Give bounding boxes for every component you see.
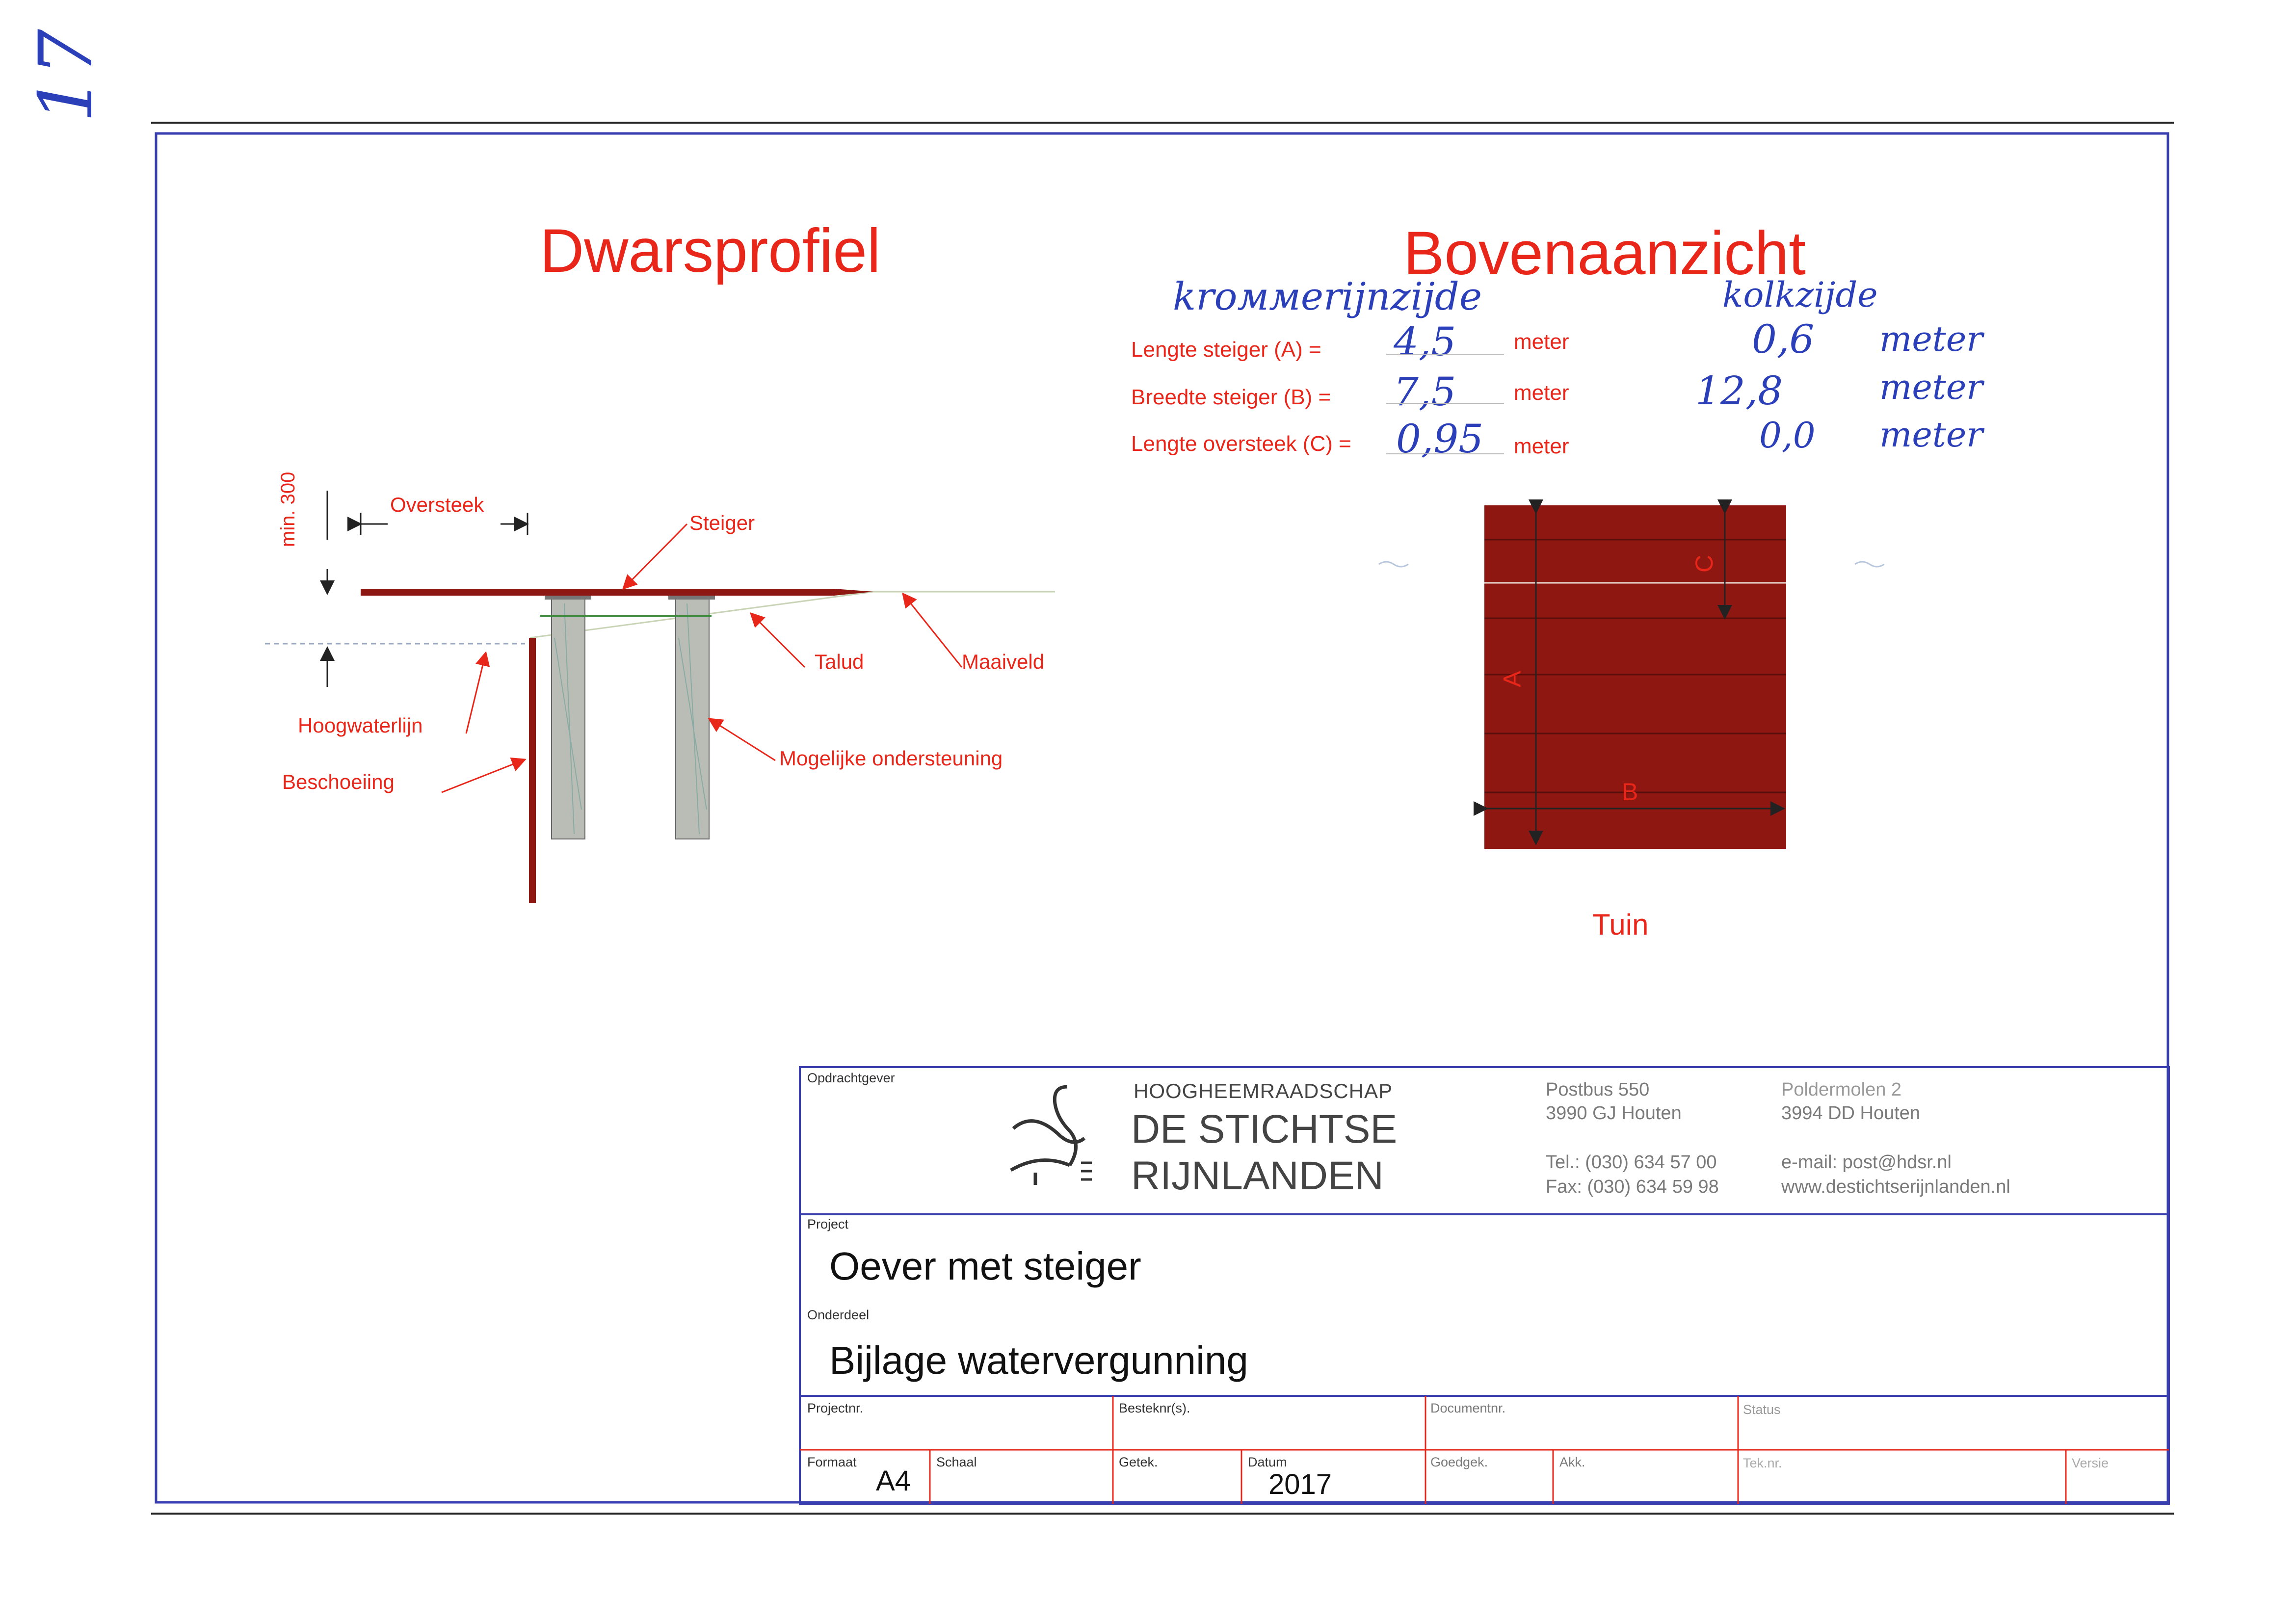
row-a-value: 4,5 xyxy=(1394,319,1456,365)
label-beschoeiing: Beschoeiing xyxy=(282,770,395,793)
label-hoogwaterlijn: Hoogwaterlijn xyxy=(298,714,423,737)
tuin-label: Tuin xyxy=(1592,908,1649,941)
row-c-label: Lengte oversteek (C) = xyxy=(1131,432,1351,456)
hdsr-logo xyxy=(1008,1082,1102,1200)
row-b-value2: 12,8 xyxy=(1695,368,1783,414)
label-oversteek: Oversteek xyxy=(390,493,484,516)
row-a-unit2: meter xyxy=(1879,319,1983,359)
row-b-unit: meter xyxy=(1514,381,1569,405)
bovenaanzicht-title: Bovenaanzicht xyxy=(1403,219,1806,288)
tel: Tel.: (030) 634 57 00 xyxy=(1546,1152,1717,1173)
status-label: Status xyxy=(1743,1402,1781,1417)
page-number-note: 17 xyxy=(24,29,109,123)
row-a-label: Lengte steiger (A) = xyxy=(1131,338,1321,362)
datum-label: Datum xyxy=(1248,1455,1287,1469)
project-name: Oever met steiger xyxy=(829,1244,1141,1288)
project-label: Project xyxy=(807,1217,849,1231)
row-b-unit2: meter xyxy=(1879,367,1983,407)
formaat-label: Formaat xyxy=(807,1455,857,1469)
getek-label: Getek. xyxy=(1119,1455,1158,1469)
side-left-note: kroммerijnzijde xyxy=(1173,275,1482,319)
row-c-value2: 0,0 xyxy=(1759,415,1816,456)
org-line2: DE STICHTSE xyxy=(1131,1107,1398,1152)
label-steiger: Steiger xyxy=(689,511,755,534)
org-line1: HOOGHEEMRAADSCHAP xyxy=(1134,1079,1393,1102)
label-ondersteuning: Mogelijke ondersteuning xyxy=(779,747,1003,770)
row-b-value: 7,5 xyxy=(1394,369,1456,415)
label-min300: min. 300 xyxy=(277,471,299,547)
goedgek-label: Goedgek. xyxy=(1430,1455,1488,1469)
side-right-note: kolkzijde xyxy=(1722,275,1878,315)
row-c-unit2: meter xyxy=(1879,415,1983,455)
akk-label: Akk. xyxy=(1559,1455,1585,1469)
versie-label: Versie xyxy=(2072,1456,2109,1470)
dim-label-b: B xyxy=(1622,778,1638,806)
row-c-unit: meter xyxy=(1514,434,1569,458)
postcode-2: 3994 DD Houten xyxy=(1781,1103,1921,1124)
row-a-unit: meter xyxy=(1514,330,1569,354)
postbus: Postbus 550 xyxy=(1546,1079,1650,1100)
formaat-value: A4 xyxy=(876,1465,911,1497)
documentnr-label: Documentnr. xyxy=(1430,1401,1506,1415)
website: www.destichtserijnlanden.nl xyxy=(1781,1177,2010,1197)
email: e-mail: post@hdsr.nl xyxy=(1781,1152,1952,1173)
label-talud: Talud xyxy=(815,650,864,673)
fax: Fax: (030) 634 59 98 xyxy=(1546,1177,1719,1197)
dwarsprofiel-title: Dwarsprofiel xyxy=(540,217,881,285)
row-a-value2: 0,6 xyxy=(1752,316,1815,362)
datum-value: 2017 xyxy=(1268,1468,1332,1500)
address: Poldermolen 2 xyxy=(1781,1079,1902,1100)
onderdeel-label: Onderdeel xyxy=(807,1308,870,1322)
projectnr-label: Projectnr. xyxy=(807,1401,864,1415)
dim-label-a: A xyxy=(1498,671,1526,687)
teknr-label: Tek.nr. xyxy=(1743,1456,1782,1470)
besteknr-label: Besteknr(s). xyxy=(1119,1401,1190,1415)
label-maaiveld: Maaiveld xyxy=(962,650,1045,673)
schaal-label: Schaal xyxy=(936,1455,977,1469)
dim-label-c: C xyxy=(1690,554,1718,573)
org-line3: RIJNLANDEN xyxy=(1131,1153,1384,1198)
row-b-label: Breedte steiger (B) = xyxy=(1131,385,1331,409)
onderdeel-name: Bijlage watervergunning xyxy=(829,1338,1248,1382)
postcode-1: 3990 GJ Houten xyxy=(1546,1103,1682,1124)
opdrachtgever-label: Opdrachtgever xyxy=(807,1071,895,1085)
row-c-value: 0,95 xyxy=(1396,416,1484,462)
